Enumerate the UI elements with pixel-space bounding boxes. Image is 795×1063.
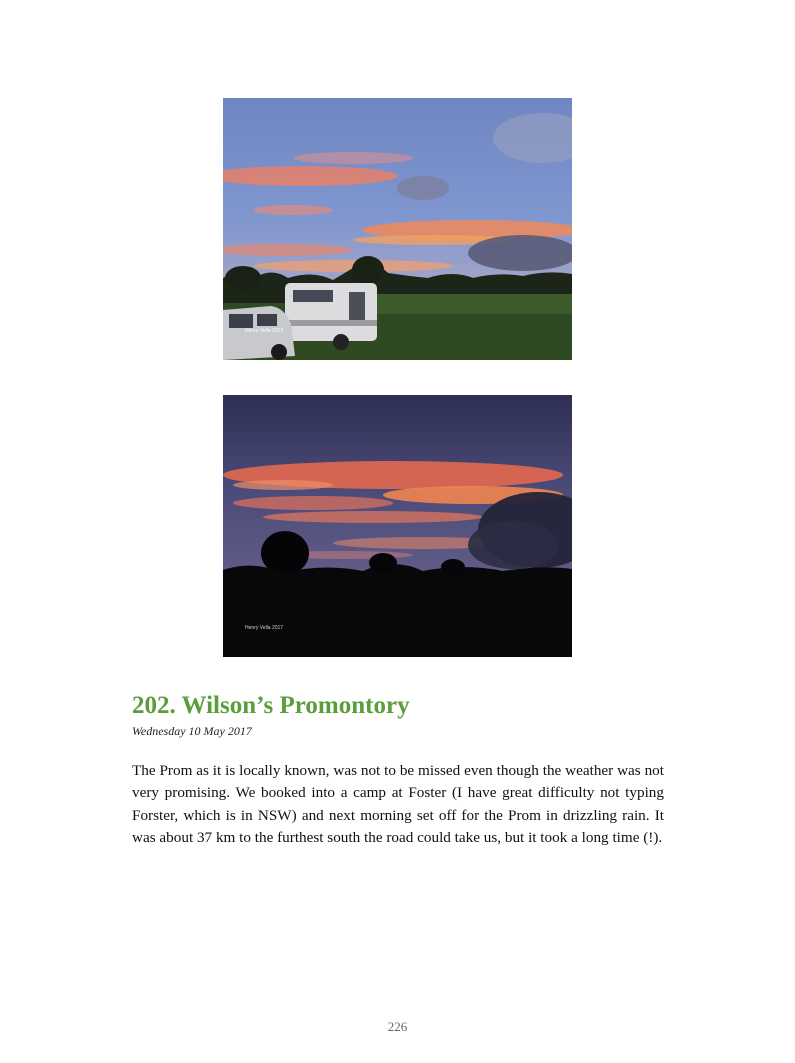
photo-watermark: Henry Vella 2017 xyxy=(245,625,284,631)
section-body: The Prom as it is locally known, was not to be missed even though the weather was not very promising. We booked into a camp at Foster (I have great difficulty not typing Forster, which is in NSW) and next morning set off for the Prom in drizzling rain. It was about 37 km to the furthest south the road could take us, but it took a long time (!). xyxy=(132,762,664,846)
section-date: Wednesday 10 May 2017 xyxy=(132,724,252,738)
page-number: 226 xyxy=(387,1019,408,1034)
section-title: 202. Wilson’s Promontory xyxy=(132,692,410,719)
sunset-silhouette-photo xyxy=(223,395,572,657)
sunset-caravan-photo xyxy=(223,98,572,360)
photo-watermark: Henry Vella 2017 xyxy=(245,328,284,334)
